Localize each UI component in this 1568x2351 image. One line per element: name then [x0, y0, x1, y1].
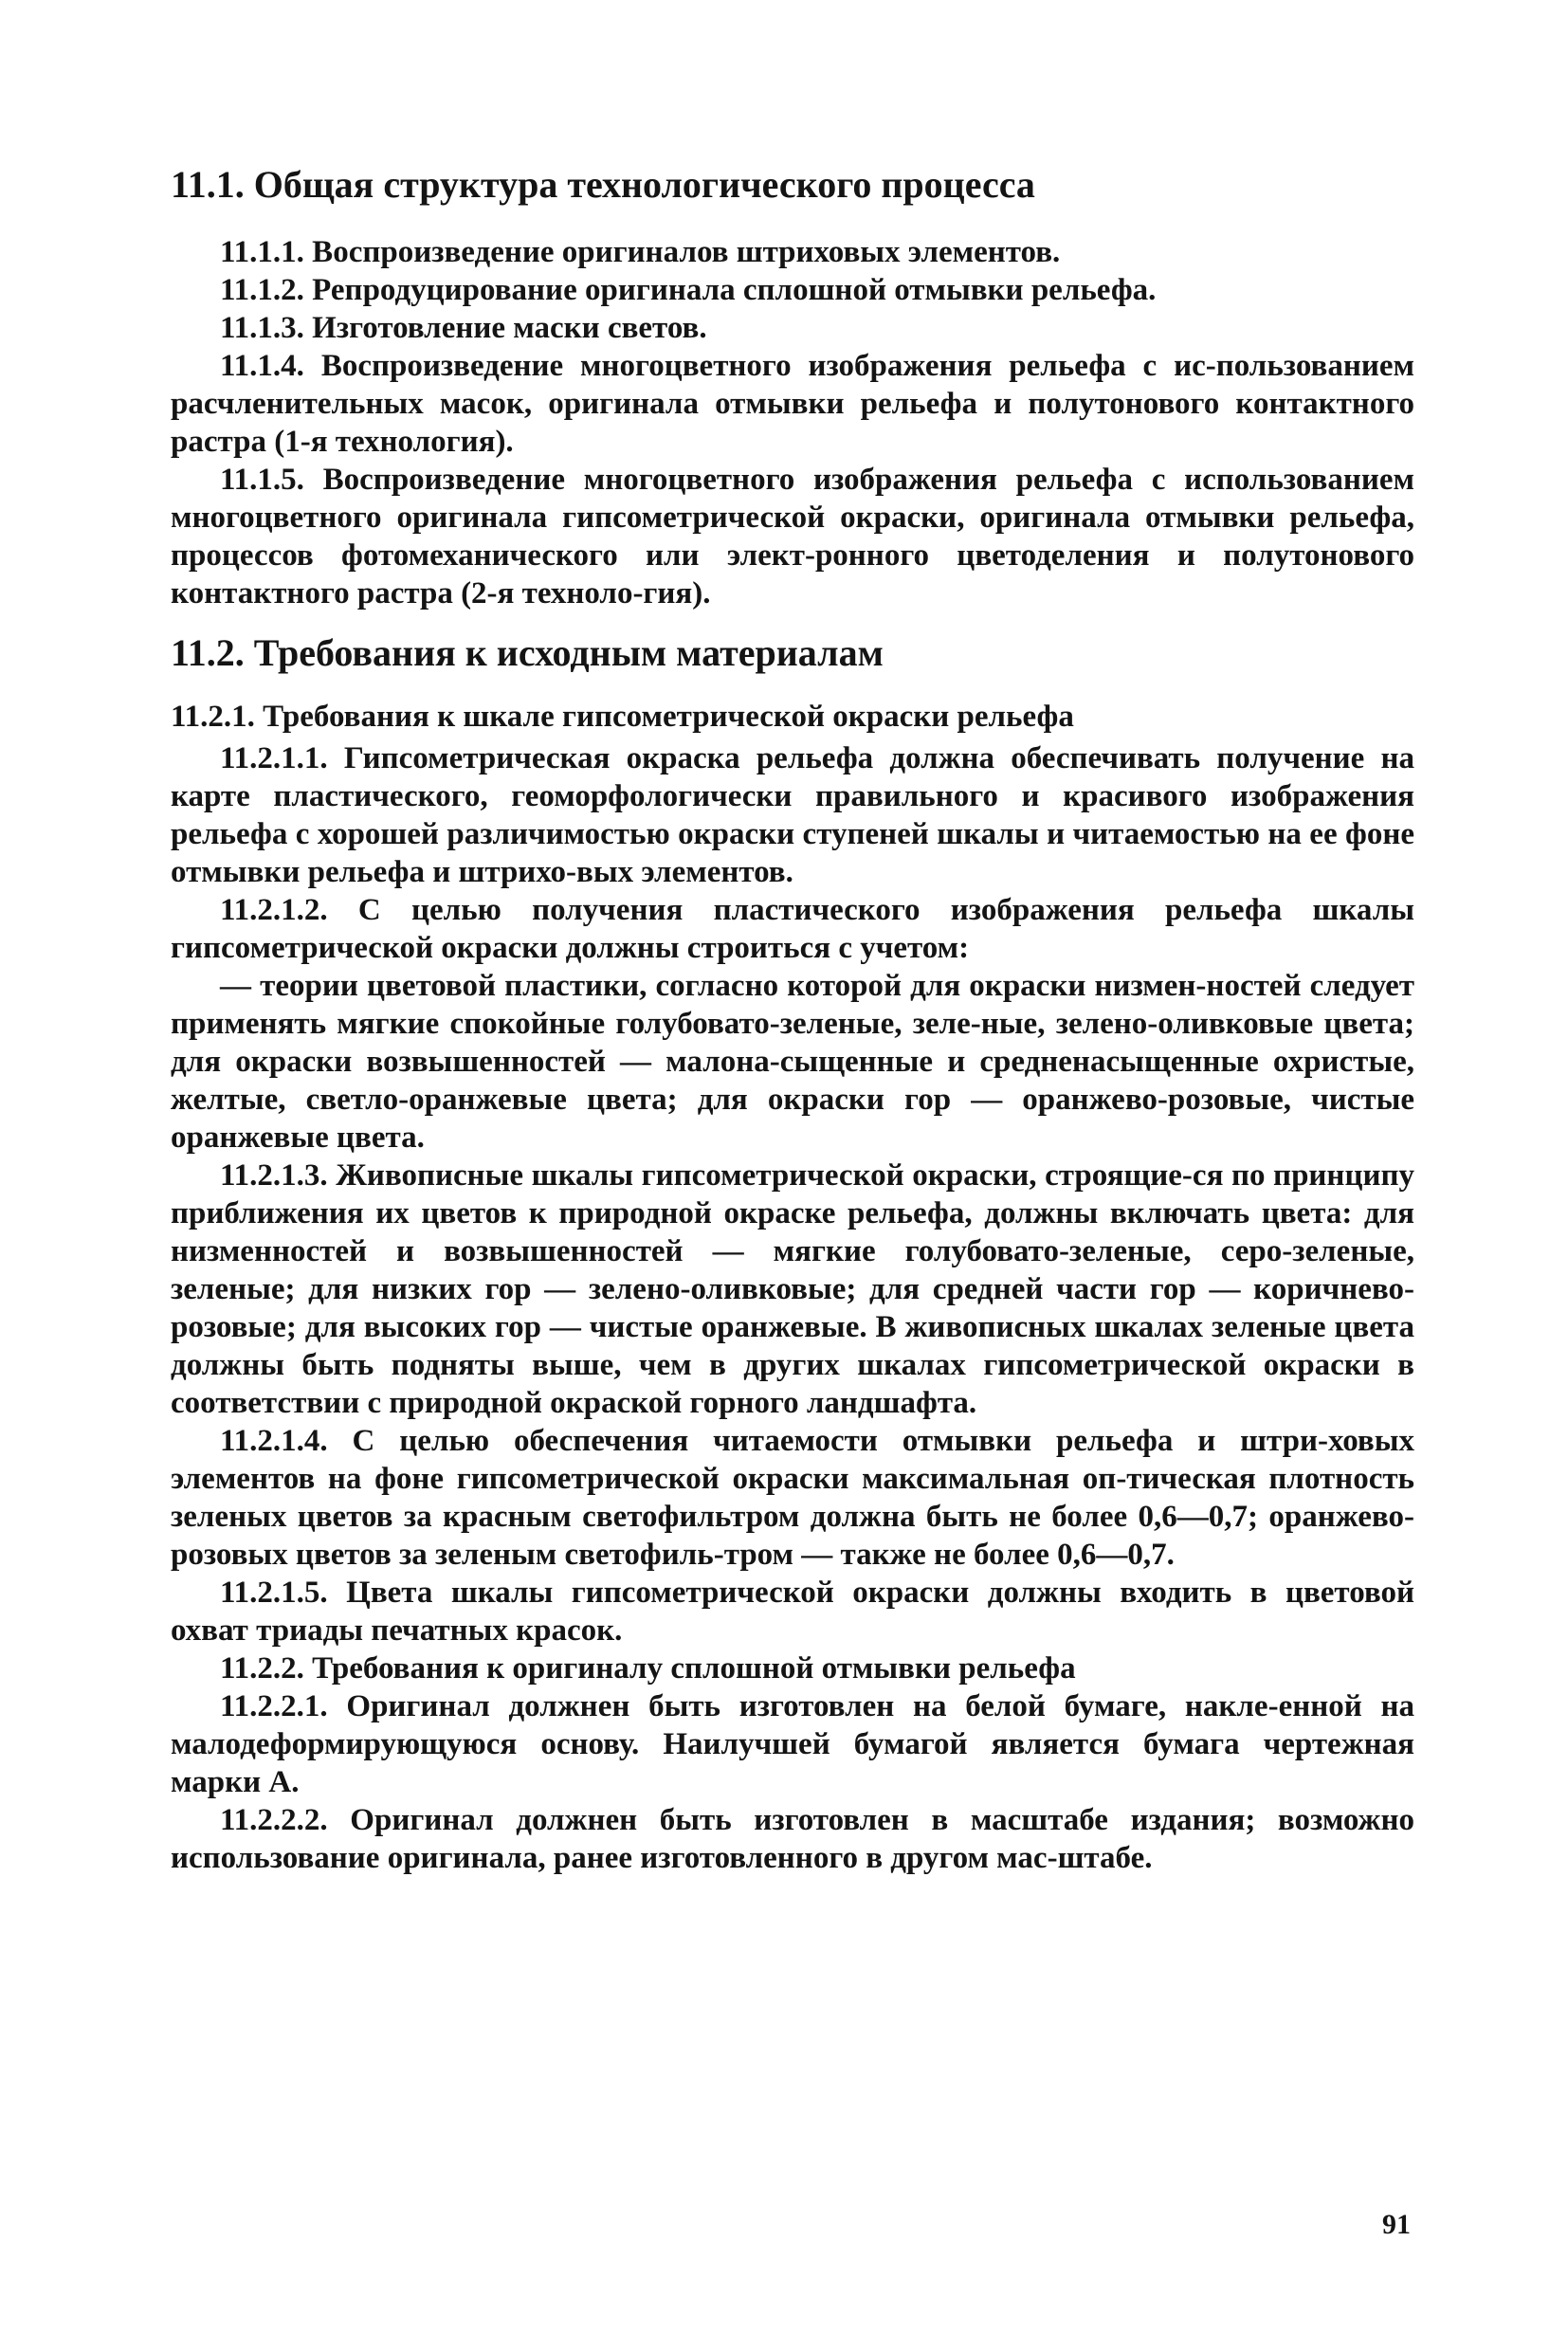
paragraph-11-2-1-3: 11.2.1.3. Живописные шкалы гипсометрической окраски, строящие-ся по принципу приближения их цветов к природной окраске рельефа, должны включать цвета: для низменностей и возвышенностей — мягкие голубовато-зеленые, серо-зеленые, зеленые; для низких гор — зелено-оливковые; для средней части гор — коричнево-розовые; для высоких гор — чистые оранжевые. В живописных шкалах зеленые цвета должны быть подняты выше, чем в других шкалах гипсометрической окраски в соответствии с природной окраской горного ландшафта.	[171, 1158, 1414, 1420]
subsection-heading-11-2-2: 11.2.2. Требования к оригиналу сплошной отмывки рельефа	[220, 1651, 1076, 1686]
paragraph-11-2-2-2: 11.2.2.2. Оригинал должнен быть изготовлен в масштабе издания; возможно использование оригинала, ранее изготовленного в другом мас-штабе.	[171, 1803, 1414, 1875]
paragraph-color-plastic-theory: — теории цветовой пластики, согласно которой для окраски низмен-ностей следует применять мягкие спокойные голубовато-зеленые, зеле-ные, зелено-оливковые цвета; для окраски возвышенностей — малона-сыщенные и средненасыщенные охристые, желтые, светло-оранжевые цвета; для окраски гор — оранжево-розовые, чистые оранжевые цвета.	[171, 969, 1414, 1155]
section-heading-11-1: 11.1. Общая структура технологического процесса	[171, 163, 1035, 206]
item-11-1-2: 11.1.2. Репродуцирование оригинала сплошной отмывки рельефа.	[220, 273, 1157, 307]
section-heading-11-2: 11.2. Требования к исходным материалам	[171, 631, 884, 674]
item-11-1-3: 11.1.3. Изготовление маски светов.	[220, 311, 707, 345]
paragraph-11-2-1-2: 11.2.1.2. С целью получения пластического изображения рельефа шкалы гипсометрической окраски должны строиться с учетом:	[171, 893, 1414, 965]
paragraph-11-2-2-1: 11.2.2.1. Оригинал должнен быть изготовлен на белой бумаге, накле-енной на малодеформирующуюся основу. Наилучшей бумагой является бумага чертежная марки А.	[171, 1689, 1414, 1799]
item-11-1-1: 11.1.1. Воспроизведение оригиналов штриховых элементов.	[220, 235, 1061, 269]
paragraph-11-2-1-1: 11.2.1.1. Гипсометрическая окраска рельефа должна обеспечивать получение на карте пластического, геоморфологически правильного и красивого изображения рельефа с хорошей различимостью окраски ступеней шкалы и читаемостью на ее фоне отмывки рельефа и штрихо-вых элементов.	[171, 741, 1414, 889]
page-content	[171, 161, 1414, 1877]
paragraph-11-2-1-4: 11.2.1.4. С целью обеспечения читаемости отмывки рельефа и штри-ховых элементов на фоне гипсометрической окраски максимальная оп-тическая плотность зеленых цветов за красным светофильтром должна быть не более 0,6—0,7; оранжево-розовых цветов за зеленым светофиль-тром — также не более 0,6—0,7.	[171, 1424, 1414, 1572]
item-11-1-4: 11.1.4. Воспроизведение многоцветного изображения рельефа с ис-пользованием расчленительных масок, оригинала отмывки рельефа и полутонового контактного растра (1-я технология).	[171, 349, 1414, 459]
subsection-heading-11-2-1: 11.2.1. Требования к шкале гипсометрической окраски рельефа	[171, 700, 1074, 734]
page-number: 91	[1382, 2209, 1411, 2240]
paragraph-11-2-1-5: 11.2.1.5. Цвета шкалы гипсометрической окраски должны входить в цветовой охват триады печатных красок.	[171, 1576, 1414, 1648]
item-11-1-5: 11.1.5. Воспроизведение многоцветного изображения рельефа с использованием многоцветного оригинала гипсометрической окраски, оригинала отмывки рельефа, процессов фотомеханического или элект-ронного цветоделения и полутонового контактного растра (2-я техноло-гия).	[171, 463, 1414, 611]
